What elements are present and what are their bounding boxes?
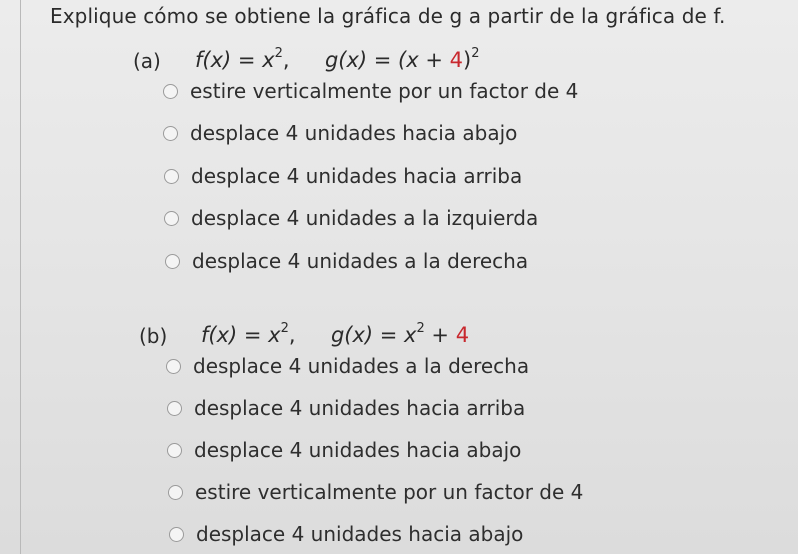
part-a-f-definition: $f(x) = x^2$, (195, 46, 290, 72)
part-a-option-stretch[interactable] (163, 76, 578, 106)
left-border (20, 0, 21, 554)
option-label: desplace 4 unidades hacia abajo (196, 522, 524, 546)
option-label: desplace 4 unidades a la derecha (192, 249, 529, 273)
part-a-option-right[interactable] (165, 246, 528, 276)
part-a-label: (a) (133, 49, 161, 73)
question-prompt: Explique cómo se obtiene la gráfica de g a partir de la gráfica de f. (50, 4, 726, 28)
part-b-option-down[interactable] (167, 435, 521, 465)
part-a-option-down[interactable] (163, 118, 517, 148)
option-label: desplace 4 unidades a la derecha (193, 354, 530, 378)
part-b-f-definition: $f(x) = x^2$, (201, 321, 296, 347)
radio-button[interactable] (163, 84, 178, 99)
part-b-option-stretch[interactable] (168, 477, 583, 507)
radio-button[interactable] (168, 485, 183, 500)
radio-button[interactable] (164, 169, 179, 184)
part-b-label: (b) (139, 324, 168, 348)
part-b-option-right[interactable] (166, 351, 529, 381)
option-label: desplace 4 unidades hacia abajo (194, 438, 522, 462)
part-b-g-definition: $g(x) = x^2 + 4$ (330, 321, 470, 347)
option-label: desplace 4 unidades hacia arriba (191, 164, 523, 188)
part-a-option-up[interactable] (164, 161, 522, 191)
option-label: estire verticalmente por un factor de 4 (195, 480, 584, 504)
radio-button[interactable] (166, 359, 181, 374)
option-label: desplace 4 unidades hacia abajo (190, 121, 518, 145)
part-a-g-definition: $g(x) = (x + 4)^2$ (324, 46, 480, 72)
option-label: desplace 4 unidades hacia arriba (194, 396, 526, 420)
part-b-formula (201, 323, 469, 347)
radio-button[interactable] (169, 527, 184, 542)
part-a-option-left[interactable] (164, 203, 538, 233)
part-b-option-up[interactable] (167, 393, 525, 423)
radio-button[interactable] (164, 211, 179, 226)
option-label: estire verticalmente por un factor de 4 (190, 79, 579, 103)
option-label: desplace 4 unidades a la izquierda (191, 206, 539, 230)
part-b-option-down-2[interactable] (169, 519, 523, 549)
radio-button[interactable] (165, 254, 180, 269)
radio-button[interactable] (167, 401, 182, 416)
radio-button[interactable] (167, 443, 182, 458)
radio-button[interactable] (163, 126, 178, 141)
part-a-formula (195, 48, 479, 72)
